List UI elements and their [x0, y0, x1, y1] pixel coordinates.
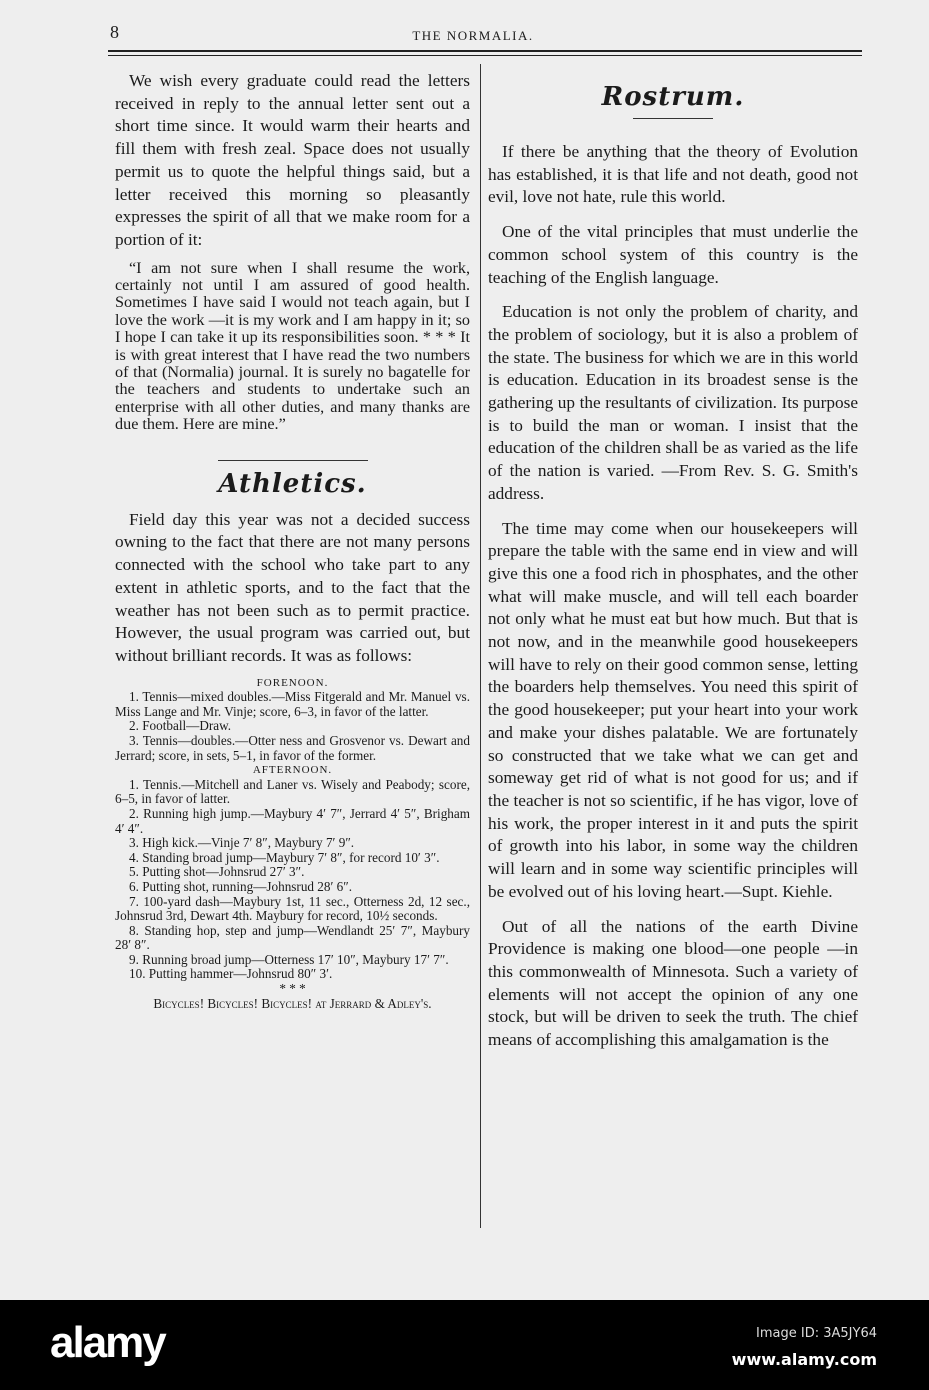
rostrum-paragraph: The time may come when our housekeepers will prepare the table with the same end in view and will give this one a food rich in phosphates, and the other what will make muscle, and will tell each boarder not only what he must eat but how much. But that is not now, and in the meanwhile good housekeepers will have to rely on their good common sense, letting the boarders help themselves. You need this spirit of the good housekeeper; put your heart into your work and make your dishes palatable. We are fortunately so constructed that we take what we can get and someway get rid of what is not good for us; and if the teacher is not so scientific, if he has vigor, love of his work, the proper interest in it and puts the spirit of growth into his labor, in some way the children will learn and in some way scientific principles will be evolved out of his loving heart.—Supt. Kiehle.	[488, 518, 858, 901]
footer-url: www.alamy.com	[731, 1350, 877, 1369]
column-divider	[480, 64, 481, 1228]
result-item: 5. Putting shot—Johnsrud 27′ 3″.	[129, 864, 305, 880]
section-rule	[633, 118, 713, 119]
rostrum-paragraph: One of the vital principles that must underlie the common school system of this country is the teaching of the English language.	[488, 222, 858, 287]
intro-paragraph: We wish every graduate could read the letters received in reply to the annual letter sent out a short time since. It would warm their hearts and fill them with fresh zeal. Space does not usually permit us to quote the helpful things said, but a letter received this morning so pleasantly expresses the spirit of all that we make room for a portion of it:	[115, 71, 470, 249]
header-rule	[108, 50, 862, 56]
result-item: 6. Putting shot, running—Johnsrud 28′ 6″.	[129, 878, 353, 894]
result-item: 2. Football—Draw.	[129, 718, 232, 734]
stars-separator: * * *	[279, 981, 306, 997]
field-day-paragraph: Field day this year was not a decided success owning to the fact that there are not many persons connected with the school who take part to any extent in athletic sports, and to the fact that the weather has not been such as to permit practice. However, the usual program was carried out, but without brilliant records. It was as follows:	[115, 509, 470, 665]
forenoon-label: FORENOON.	[256, 676, 329, 689]
result-item: 7. 100-yard dash—Maybury 1st, 11 sec., Otterness 2d, 12 sec., Johnsrud 3rd, Dewart 4th. Maybury for record, 10½ seconds.	[115, 893, 470, 924]
result-item: 3. High kick.—Vinje 7′ 8″, Maybury 7′ 9″.	[129, 835, 355, 851]
result-item: 9. Running broad jump—Otterness 17′ 10″, Maybury 17′ 7″.	[129, 951, 449, 967]
letter-quote: “I am not sure when I shall resume the work, certainly not until I am assured of good health. Sometimes I have said I would not teach again, but I love the work —it is my work and I am happy in it; so I hope I can take it up its responsibilities soon. * * * It is with great interest that I have read the two numbers of that (Normalia) journal. It is surely no bagatelle for the teachers and students to undertake such an enterprise with all other duties, and many thanks are due them. Here are mine.”	[115, 258, 470, 434]
right-column	[488, 82, 858, 1052]
result-item: 3. Tennis—doubles.—Otter ness and Grosvenor vs. Dewart and Jerrard; score, in sets, 5–1, in favor of the former.	[115, 732, 470, 763]
page-number: 8	[110, 22, 119, 42]
alamy-logo: alamy	[50, 1318, 165, 1367]
result-item: 8. Standing hop, step and jump—Wendlandt 25′ 7″, Maybury 28′ 8″.	[115, 922, 470, 953]
rostrum-heading: Rostrum.	[601, 82, 745, 112]
section-rule	[218, 460, 368, 461]
afternoon-label: AFTERNOON.	[252, 764, 333, 777]
image-id: Image ID: 3A5JY64	[756, 1326, 877, 1341]
bicycles-ad: Bicycles! Bicycles! Bicycles! at Jerrard & Adley's.	[153, 995, 432, 1011]
result-item: 1. Tennis—mixed doubles.—Miss Fitgerald and Mr. Manuel vs. Miss Lange and Mr. Vinje; score, 6–3, in favor of the latter.	[115, 689, 470, 719]
result-item: 10. Putting hammer—Johnsrud 80″ 3′.	[129, 966, 333, 982]
rostrum-paragraph: Education is not only the problem of charity, and the problem of sociology, but it is also a problem of the state. The business for which we are in this world is education. Education in its broadest sense is the gathering up the resultants of civilization. Its purpose is to build the man or woman. I insist that the education of the children shall be as varied as the life of the nation is varied. —From Rev. S. G. Smith's address.	[488, 302, 858, 503]
result-item: 1. Tennis.—Mitchell and Laner vs. Wisely and Peabody; score, 6–5, in favor of latter.	[115, 776, 470, 807]
rostrum-paragraph: Out of all the nations of the earth Divine Providence is making one blood—one people —in this commonwealth of Minnesota. Such a variety of elements will not accept the opinion of any one stock, but will be driven to seek the truth. The chief means of accomplishing this amalgamation is the	[488, 916, 858, 1050]
athletics-heading: Athletics.	[218, 468, 367, 499]
result-item: 2. Running high jump.—Maybury 4′ 7″, Jerrard 4′ 5″, Brigham 4′ 4″.	[115, 805, 470, 836]
watermark-footer	[0, 1300, 929, 1390]
running-head: THE NORMALIA.	[412, 28, 534, 43]
left-column	[115, 70, 470, 1011]
result-item: 4. Standing broad jump—Maybury 7′ 8″, for record 10′ 3″.	[129, 849, 440, 865]
rostrum-paragraph: If there be anything that the theory of Evolution has established, it is that life and not death, good not evil, love not hate, rule this world.	[488, 142, 858, 207]
